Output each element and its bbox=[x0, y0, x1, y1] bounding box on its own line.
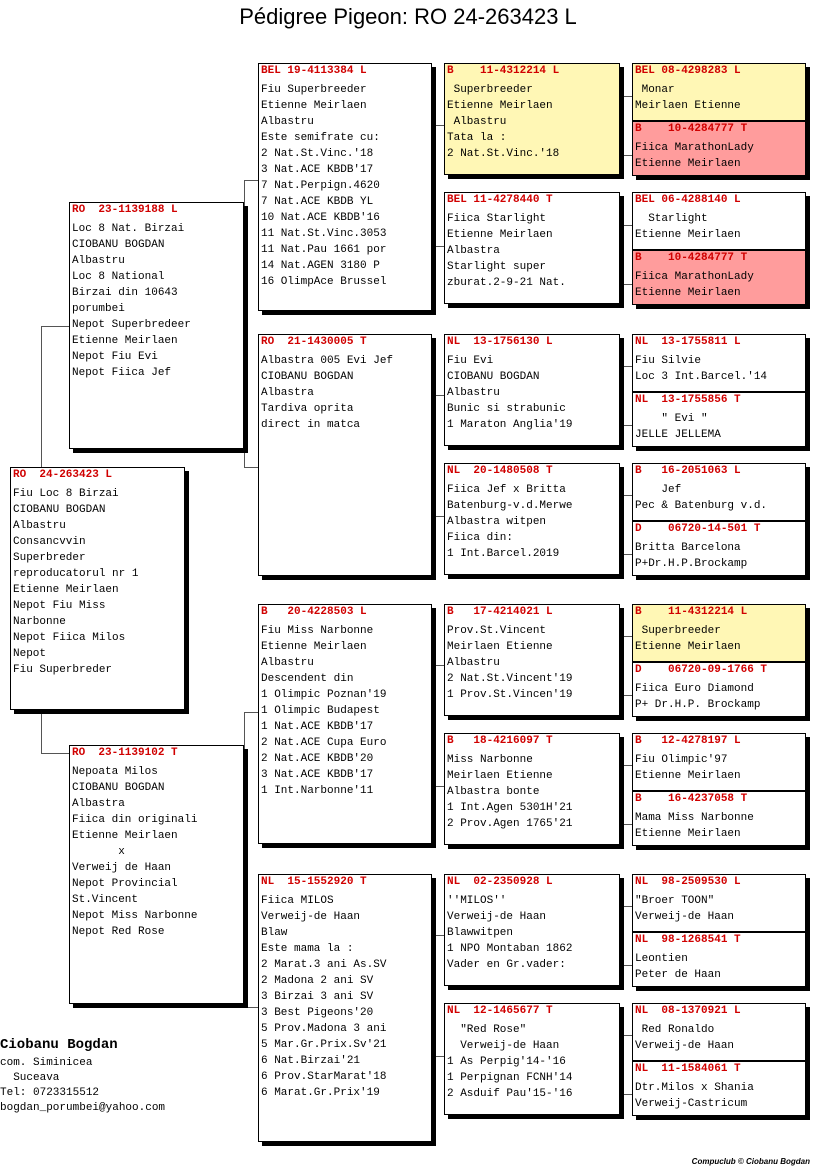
detail-line: 11 Nat.Pau 1661 por bbox=[261, 244, 387, 256]
ring-number: NL 11-1584061 T bbox=[635, 1063, 741, 1075]
card-details bbox=[11, 486, 184, 678]
card-details bbox=[633, 482, 805, 514]
detail-line: 2 Nat.ACE KBDB'20 bbox=[261, 753, 374, 765]
pedigree-card-sdd bbox=[444, 463, 620, 575]
detail-line: Loc 8 Nat. Birzai bbox=[72, 223, 185, 235]
card-details bbox=[633, 140, 805, 172]
detail-line: Loc 8 National bbox=[72, 271, 165, 283]
ring-number: RO 23-1139188 L bbox=[72, 204, 178, 216]
detail-line: Verweij-de Haan bbox=[635, 1040, 735, 1052]
detail-line: Nepot Fiica Milos bbox=[13, 632, 126, 644]
card-details bbox=[633, 752, 805, 784]
card-details bbox=[633, 353, 805, 385]
ring-number: NL 98-2509530 L bbox=[635, 876, 741, 888]
ring-number: RO 21-1430005 T bbox=[261, 336, 367, 348]
detail-line: Meirlaen Etienne bbox=[447, 770, 553, 782]
pedigree-card-g16 bbox=[632, 1061, 806, 1116]
detail-line: Jef bbox=[635, 484, 682, 496]
ring-number: NL 08-1370921 L bbox=[635, 1005, 741, 1017]
detail-line: Verweij-de Haan bbox=[261, 911, 361, 923]
detail-line: 7 Nat.Perpign.4620 bbox=[261, 180, 380, 192]
page-title: Pédigree Pigeon: RO 24-263423 L bbox=[239, 4, 577, 29]
pedigree-card-g6 bbox=[632, 392, 806, 447]
breeder-email[interactable]: bogdan_porumbei@yahoo.com bbox=[0, 1102, 166, 1114]
detail-line: 7 Nat.ACE KBDB YL bbox=[261, 196, 374, 208]
pedigree-card-ssd bbox=[444, 192, 620, 304]
detail-line: "Broer TOON" bbox=[635, 895, 715, 907]
detail-line: Fiica MarathonLady bbox=[635, 142, 754, 154]
detail-line: 3 Best Pigeons'20 bbox=[261, 1007, 374, 1019]
ring-number: B 10-4284777 T bbox=[635, 252, 748, 264]
ring-number: NL 02-2350928 L bbox=[447, 876, 553, 888]
detail-line: 6 Marat.Gr.Prix'19 bbox=[261, 1087, 380, 1099]
detail-line: Albastru bbox=[447, 657, 500, 669]
detail-line: Meirlaen Etienne bbox=[635, 100, 741, 112]
ring-number: B 10-4284777 T bbox=[635, 123, 748, 135]
connector bbox=[41, 326, 70, 467]
detail-line: Albastru bbox=[13, 520, 66, 532]
detail-line: Este mama la : bbox=[261, 943, 354, 955]
pedigree-card-dam bbox=[69, 745, 244, 1004]
detail-line: Etienne Meirlaen bbox=[261, 641, 367, 653]
detail-line: CIOBANU BOGDAN bbox=[72, 782, 165, 794]
detail-line: Fiu Silvie bbox=[635, 355, 702, 367]
detail-line: Tardiva oprita bbox=[261, 403, 354, 415]
detail-line: Nepot Miss Narbonne bbox=[72, 910, 198, 922]
ring-number: BEL 19-4113384 L bbox=[261, 65, 367, 77]
detail-line: 1 Prov.St.Vincen'19 bbox=[447, 689, 573, 701]
detail-line: Fiica Jef x Britta bbox=[447, 484, 566, 496]
detail-line: St.Vincent bbox=[72, 894, 139, 906]
detail-line: Nepot bbox=[13, 648, 47, 660]
detail-line: Mama Miss Narbonne bbox=[635, 812, 754, 824]
detail-line: 3 Birzai 3 ani SV bbox=[261, 991, 374, 1003]
card-details bbox=[259, 353, 431, 433]
detail-line: Loc 3 Int.Barcel.'14 bbox=[635, 371, 768, 383]
detail-line: 1 Int.Agen 5301H'21 bbox=[447, 802, 573, 814]
detail-line: Meirlaen Etienne bbox=[447, 641, 553, 653]
pedigree-card-g9 bbox=[632, 604, 806, 662]
detail-line: 2 Prov.Agen 1765'21 bbox=[447, 818, 573, 830]
ring-number: NL 13-1755856 T bbox=[635, 394, 741, 406]
detail-line: Fiica din originali bbox=[72, 814, 198, 826]
detail-line: Albastra bonte bbox=[447, 786, 540, 798]
ring-number: D 06720-09-1766 T bbox=[635, 664, 768, 676]
detail-line: 1 NPO Montaban 1862 bbox=[447, 943, 573, 955]
detail-line: Fiu Miss Narbonne bbox=[261, 625, 374, 637]
pedigree-card-dds bbox=[444, 874, 620, 986]
ring-number: B 16-4237058 T bbox=[635, 793, 748, 805]
detail-line: Etienne Meirlaen bbox=[72, 830, 178, 842]
detail-line: Monar bbox=[635, 84, 675, 96]
detail-line: Etienne Meirlaen bbox=[447, 100, 553, 112]
detail-line: Nepot Fiu Miss bbox=[13, 600, 106, 612]
pedigree-card-sss bbox=[444, 63, 620, 175]
pedigree-card-dam-sire bbox=[258, 604, 432, 844]
card-details bbox=[259, 623, 431, 799]
detail-line: Etienne Meirlaen bbox=[635, 158, 741, 170]
pedigree-card-g15 bbox=[632, 1003, 806, 1061]
detail-line: CIOBANU BOGDAN bbox=[72, 239, 165, 251]
detail-line: Bunic si strabunic bbox=[447, 403, 566, 415]
detail-line: Etienne Meirlaen bbox=[72, 335, 178, 347]
detail-line: Este semifrate cu: bbox=[261, 132, 380, 144]
detail-line: Nepot Fiu Evi bbox=[72, 351, 158, 363]
detail-line: Verweij-de Haan bbox=[447, 1040, 560, 1052]
pedigree-card-g8 bbox=[632, 521, 806, 576]
ring-number: B 20-4228503 L bbox=[261, 606, 367, 618]
detail-line: 14 Nat.AGEN 3180 P bbox=[261, 260, 380, 272]
detail-line: Superbreder bbox=[13, 552, 86, 564]
detail-line: 1 Olimpic Poznan'19 bbox=[261, 689, 387, 701]
detail-line: Albastra bbox=[72, 798, 125, 810]
detail-line: 2 Nat.ACE Cupa Euro bbox=[261, 737, 387, 749]
detail-line: Fiu Evi bbox=[447, 355, 494, 367]
detail-line: 10 Nat.ACE KBDB'16 bbox=[261, 212, 380, 224]
detail-line: 3 Nat.ACE KBDB'17 bbox=[261, 164, 374, 176]
footer-credit: Compuclub © Ciobanu Bogdan bbox=[691, 1157, 810, 1166]
pedigree-card-dsd bbox=[444, 733, 620, 845]
pedigree-card-g4 bbox=[632, 250, 806, 305]
detail-line: Etienne Meirlaen bbox=[261, 100, 367, 112]
detail-line: 1 Int.Barcel.2019 bbox=[447, 548, 560, 560]
card-details bbox=[445, 482, 619, 562]
detail-line: 2 Nat.St.Vincent'19 bbox=[447, 673, 573, 685]
card-details bbox=[633, 893, 805, 925]
ring-number: NL 20-1480508 T bbox=[447, 465, 553, 477]
card-details bbox=[445, 623, 619, 703]
breeder-info bbox=[0, 1036, 165, 1116]
card-details bbox=[633, 411, 805, 443]
detail-line: Batenburg-v.d.Merwe bbox=[447, 500, 573, 512]
detail-line: Red Ronaldo bbox=[635, 1024, 715, 1036]
ring-number: B 18-4216097 T bbox=[447, 735, 553, 747]
detail-line: "Red Rose" bbox=[447, 1024, 527, 1036]
ring-number: NL 13-1756130 L bbox=[447, 336, 553, 348]
ring-number: B 12-4278197 L bbox=[635, 735, 741, 747]
ring-number: BEL 08-4298283 L bbox=[635, 65, 741, 77]
detail-line: Albastru bbox=[261, 657, 314, 669]
detail-line: 2 Asduif Pau'15-'16 bbox=[447, 1088, 573, 1100]
pedigree-card-sire-dam bbox=[258, 334, 432, 576]
pedigree-card-subject bbox=[10, 467, 185, 710]
pedigree-card-g2 bbox=[632, 121, 806, 176]
detail-line: 5 Mar.Gr.Prix.Sv'21 bbox=[261, 1039, 387, 1051]
detail-line: Fiica Euro Diamond bbox=[635, 683, 754, 695]
card-details bbox=[445, 82, 619, 162]
detail-line: Fiu Superbreeder bbox=[261, 84, 367, 96]
detail-line: Albastru bbox=[261, 116, 314, 128]
card-details bbox=[259, 82, 431, 290]
detail-line: Verweij-Castricum bbox=[635, 1098, 748, 1110]
detail-line: Fiica MarathonLady bbox=[635, 271, 754, 283]
detail-line: Vader en Gr.vader: bbox=[447, 959, 566, 971]
detail-line: Nepot Superbredeer bbox=[72, 319, 191, 331]
detail-line: 2 Nat.St.Vinc.'18 bbox=[447, 148, 560, 160]
detail-line: Albastru bbox=[72, 255, 125, 267]
card-details bbox=[633, 269, 805, 301]
detail-line: Nepoata Milos bbox=[72, 766, 158, 778]
breeder-phone: Tel: 0723315512 bbox=[0, 1087, 100, 1099]
pedigree-card-sire bbox=[69, 202, 244, 449]
detail-line: 16 OlimpAce Brussel bbox=[261, 276, 387, 288]
breeder-name: Ciobanu Bogdan bbox=[0, 1037, 118, 1053]
detail-line: reproducatorul nr 1 bbox=[13, 568, 139, 580]
detail-line: Starlight super bbox=[447, 261, 547, 273]
pedigree-card-sds bbox=[444, 334, 620, 446]
detail-line: 6 Prov.StarMarat'18 bbox=[261, 1071, 387, 1083]
ring-number: RO 23-1139102 T bbox=[72, 747, 178, 759]
detail-line: Descendent din bbox=[261, 673, 354, 685]
detail-line: Etienne Meirlaen bbox=[635, 287, 741, 299]
detail-line: ''MILOS'' bbox=[447, 895, 507, 907]
detail-line: 1 Maraton Anglia'19 bbox=[447, 419, 573, 431]
detail-line: 5 Prov.Madona 3 ani bbox=[261, 1023, 387, 1035]
pedigree-card-dam-dam bbox=[258, 874, 432, 1142]
card-details bbox=[633, 1022, 805, 1054]
detail-line: Etienne Meirlaen bbox=[13, 584, 119, 596]
detail-line: 2 Nat.St.Vinc.'18 bbox=[261, 148, 374, 160]
detail-line: 1 As Perpig'14-'16 bbox=[447, 1056, 566, 1068]
ring-number: NL 15-1552920 T bbox=[261, 876, 367, 888]
detail-line: Etienne Meirlaen bbox=[635, 770, 741, 782]
detail-line: 1 Perpignan FCNH'14 bbox=[447, 1072, 573, 1084]
detail-line: Birzai din 10643 bbox=[72, 287, 178, 299]
card-details bbox=[633, 82, 805, 114]
detail-line: Blawwitpen bbox=[447, 927, 514, 939]
card-details bbox=[633, 1080, 805, 1112]
detail-line: JELLE JELLEMA bbox=[635, 429, 721, 441]
card-details bbox=[633, 623, 805, 655]
pedigree-card-g13 bbox=[632, 874, 806, 932]
connector bbox=[244, 180, 259, 468]
detail-line: direct in matca bbox=[261, 419, 361, 431]
detail-line: Etienne Meirlaen bbox=[635, 641, 741, 653]
card-details bbox=[445, 353, 619, 433]
breeder-address-line: Suceava bbox=[0, 1072, 60, 1084]
detail-line: Etienne Meirlaen bbox=[447, 229, 553, 241]
detail-line: Albastra bbox=[447, 245, 500, 257]
detail-line: Fiica MILOS bbox=[261, 895, 334, 907]
breeder-address-line: com. Siminicea bbox=[0, 1057, 93, 1069]
ring-number: NL 13-1755811 L bbox=[635, 336, 741, 348]
detail-line: Fiica din: bbox=[447, 532, 514, 544]
detail-line: Leontien bbox=[635, 953, 688, 965]
detail-line: Blaw bbox=[261, 927, 288, 939]
detail-line: Superbreeder bbox=[447, 84, 533, 96]
detail-line: Albastru bbox=[447, 116, 507, 128]
connector bbox=[244, 712, 259, 1008]
detail-line: Albastra bbox=[261, 387, 314, 399]
detail-line: Starlight bbox=[635, 213, 708, 225]
ring-number: B 11-4312214 L bbox=[447, 65, 560, 77]
detail-line: P+ Dr.H.P. Brockamp bbox=[635, 699, 761, 711]
detail-line: 6 Nat.Birzai'21 bbox=[261, 1055, 361, 1067]
ring-number: RO 24-263423 L bbox=[13, 469, 113, 481]
detail-line: x bbox=[72, 846, 125, 858]
pedigree-card-g5 bbox=[632, 334, 806, 392]
card-details bbox=[445, 752, 619, 832]
detail-line: CIOBANU BOGDAN bbox=[261, 371, 354, 383]
detail-line: 2 Madona 2 ani SV bbox=[261, 975, 374, 987]
detail-line: Verweij-de Haan bbox=[447, 911, 547, 923]
detail-line: 1 Nat.ACE KBDB'17 bbox=[261, 721, 374, 733]
card-details bbox=[633, 211, 805, 243]
card-details bbox=[633, 540, 805, 572]
detail-line: zburat.2-9-21 Nat. bbox=[447, 277, 566, 289]
detail-line: Superbreeder bbox=[635, 625, 721, 637]
detail-line: Albastru bbox=[447, 387, 500, 399]
ring-number: B 17-4214021 L bbox=[447, 606, 553, 618]
detail-line: CIOBANU BOGDAN bbox=[13, 504, 106, 516]
detail-line: Prov.St.Vincent bbox=[447, 625, 547, 637]
detail-line: porumbei bbox=[72, 303, 125, 315]
ring-number: NL 98-1268541 T bbox=[635, 934, 741, 946]
detail-line: Consancvvin bbox=[13, 536, 86, 548]
detail-line: 1 Olimpic Budapest bbox=[261, 705, 380, 717]
pedigree-card-g1 bbox=[632, 63, 806, 121]
ring-number: NL 12-1465677 T bbox=[447, 1005, 553, 1017]
detail-line: 3 Nat.ACE KBDB'17 bbox=[261, 769, 374, 781]
detail-line: Tata la : bbox=[447, 132, 507, 144]
card-details bbox=[70, 221, 243, 381]
card-details bbox=[633, 951, 805, 983]
detail-line: Miss Narbonne bbox=[447, 754, 533, 766]
pedigree-card-dss bbox=[444, 604, 620, 716]
detail-line: Nepot Provincial bbox=[72, 878, 178, 890]
pedigree-card-g7 bbox=[632, 463, 806, 521]
detail-line: 2 Marat.3 ani As.SV bbox=[261, 959, 387, 971]
pedigree-card-sire-sire bbox=[258, 63, 432, 311]
ring-number: BEL 11-4278440 T bbox=[447, 194, 553, 206]
card-details bbox=[259, 893, 431, 1101]
detail-line: Fiu Loc 8 Birzai bbox=[13, 488, 119, 500]
detail-line: Albastra witpen bbox=[447, 516, 547, 528]
pedigree-card-g3 bbox=[632, 192, 806, 250]
card-details bbox=[445, 211, 619, 291]
ring-number: D 06720-14-501 T bbox=[635, 523, 761, 535]
card-details bbox=[445, 1022, 619, 1102]
detail-line: Verweij-de Haan bbox=[635, 911, 735, 923]
detail-line: Fiica Starlight bbox=[447, 213, 547, 225]
pedigree-card-g11 bbox=[632, 733, 806, 791]
ring-number: BEL 06-4288140 L bbox=[635, 194, 741, 206]
pedigree-card-ddd bbox=[444, 1003, 620, 1115]
detail-line: Fiu Superbreder bbox=[13, 664, 113, 676]
detail-line: P+Dr.H.P.Brockamp bbox=[635, 558, 748, 570]
card-details bbox=[445, 893, 619, 973]
detail-line: " Evi " bbox=[635, 413, 708, 425]
detail-line: CIOBANU BOGDAN bbox=[447, 371, 540, 383]
ring-number: B 11-4312214 L bbox=[635, 606, 748, 618]
pedigree-card-g14 bbox=[632, 932, 806, 987]
detail-line: Etienne Meirlaen bbox=[635, 229, 741, 241]
detail-line: Nepot Red Rose bbox=[72, 926, 165, 938]
detail-line: Etienne Meirlaen bbox=[635, 828, 741, 840]
pedigree-card-g10 bbox=[632, 662, 806, 717]
detail-line: Britta Barcelona bbox=[635, 542, 741, 554]
card-details bbox=[70, 764, 243, 940]
detail-line: Nepot Fiica Jef bbox=[72, 367, 172, 379]
detail-line: Verweij de Haan bbox=[72, 862, 172, 874]
connector bbox=[41, 713, 70, 754]
detail-line: Peter de Haan bbox=[635, 969, 721, 981]
card-details bbox=[633, 810, 805, 842]
detail-line: Albastra 005 Evi Jef bbox=[261, 355, 394, 367]
detail-line: Narbonne bbox=[13, 616, 66, 628]
card-details bbox=[633, 681, 805, 713]
detail-line: Pec & Batenburg v.d. bbox=[635, 500, 768, 512]
detail-line: Dtr.Milos x Shania bbox=[635, 1082, 754, 1094]
detail-line: Fiu Olimpic'97 bbox=[635, 754, 728, 766]
detail-line: 11 Nat.St.Vinc.3053 bbox=[261, 228, 387, 240]
ring-number: B 16-2051063 L bbox=[635, 465, 741, 477]
pedigree-card-g12 bbox=[632, 791, 806, 846]
detail-line: 1 Int.Narbonne'11 bbox=[261, 785, 374, 797]
